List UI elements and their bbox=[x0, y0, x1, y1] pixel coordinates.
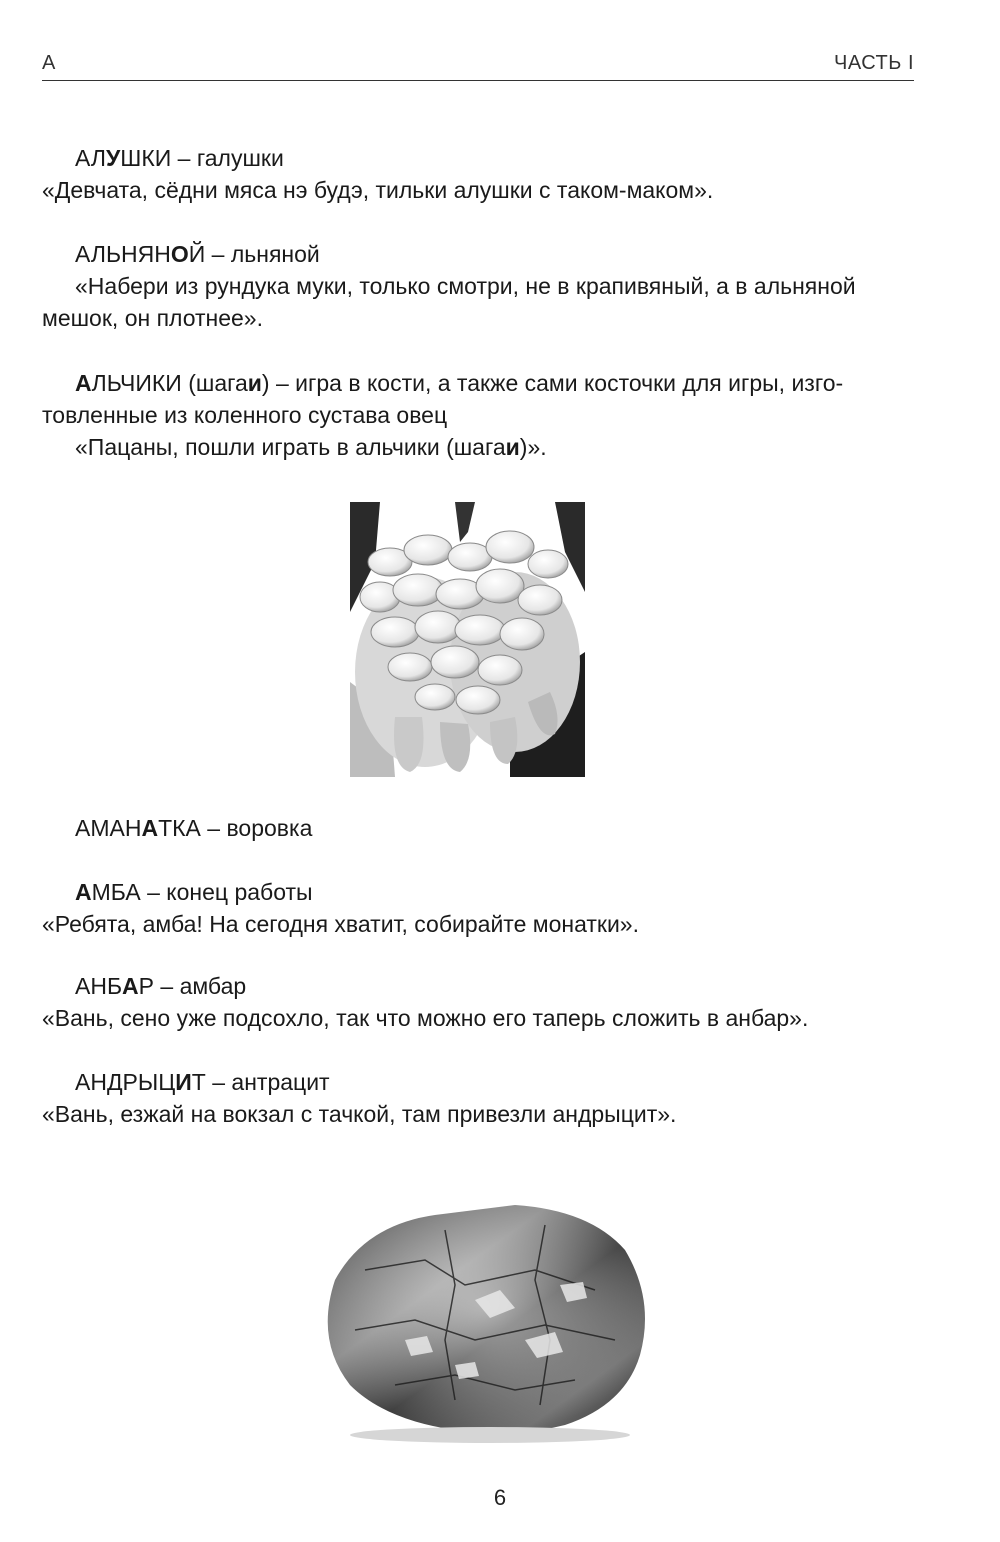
anthracite-photo bbox=[305, 1190, 660, 1445]
stressed-letter: У bbox=[105, 145, 121, 171]
header-letter: А bbox=[42, 52, 56, 74]
definition: – конец работы bbox=[140, 879, 313, 905]
definition: – амбар bbox=[154, 973, 247, 999]
example-part: )». bbox=[519, 434, 547, 460]
header-part: ЧАСТЬ I bbox=[834, 52, 914, 74]
example-sentence: «Ребята, амба! На сегодня хватит, собирайте монатки». bbox=[42, 911, 639, 937]
dictionary-entry bbox=[42, 142, 915, 206]
dictionary-entry bbox=[42, 367, 915, 463]
dictionary-entry bbox=[75, 812, 915, 844]
entry-headline bbox=[75, 238, 915, 270]
stressed-letter: А bbox=[141, 815, 159, 841]
page-number: 6 bbox=[493, 1485, 507, 1510]
entry-headline bbox=[75, 1066, 915, 1098]
definition-part: ) – игра в кости, а также сами косточки для игры, изго- bbox=[261, 370, 844, 396]
definition: – воровка bbox=[200, 815, 313, 841]
stressed-letter: и bbox=[247, 370, 262, 396]
entry-headline bbox=[75, 970, 915, 1002]
definition: – антрацит bbox=[205, 1069, 330, 1095]
stressed-letter: и bbox=[505, 434, 520, 460]
example-part: «Пацаны, пошли играть в альчики (шага bbox=[75, 434, 506, 460]
definition: – льняной bbox=[205, 241, 320, 267]
dictionary-entry bbox=[42, 238, 915, 334]
stressed-letter: А bbox=[122, 973, 139, 999]
headword-part: АЛЬНЯН bbox=[75, 241, 171, 267]
headword-part: ШКИ bbox=[120, 145, 172, 171]
dictionary-entry bbox=[42, 970, 915, 1034]
knucklebones-photo bbox=[350, 502, 585, 777]
definition: – галушки bbox=[171, 145, 284, 171]
dictionary-entry bbox=[42, 876, 915, 940]
headword-part: Й bbox=[188, 241, 206, 267]
example-sentence: «Вань, сено уже подсохло, так что можно его таперь сложить в анбар». bbox=[42, 1005, 809, 1031]
example-sentence bbox=[75, 431, 915, 463]
entry-headline bbox=[75, 812, 915, 844]
stressed-letter: О bbox=[170, 241, 189, 267]
entry-headline bbox=[75, 142, 915, 174]
entry-headline bbox=[75, 367, 915, 399]
stressed-letter: И bbox=[175, 1069, 192, 1095]
stressed-letter: А bbox=[75, 879, 92, 905]
headword-part: АЛ bbox=[75, 145, 106, 171]
headword-part: АНБ bbox=[75, 973, 123, 999]
headword-part: ТКА bbox=[158, 815, 201, 841]
running-header bbox=[42, 50, 914, 81]
headword-part: ЛЬЧИКИ bbox=[91, 370, 182, 396]
headword-part: АНДРЫЦ bbox=[75, 1069, 176, 1095]
dictionary-entry bbox=[42, 1066, 915, 1130]
headword-part: Р bbox=[138, 973, 155, 999]
example-sentence: «Вань, езжай на вокзал с тачкой, там привезли андрыцит». bbox=[42, 1101, 677, 1127]
definition-part: (шага bbox=[181, 370, 248, 396]
headword-part: МБА bbox=[91, 879, 141, 905]
headword-part: Т bbox=[191, 1069, 206, 1095]
example-sentence: «Набери из рундука муки, только смотри, не в крапивяный, а в альняной bbox=[75, 273, 856, 299]
entry-headline bbox=[75, 876, 915, 908]
definition-continuation: товленные из коленного сустава овец bbox=[42, 402, 448, 428]
stressed-letter: А bbox=[75, 370, 92, 396]
example-continuation: мешок, он плотнее». bbox=[42, 305, 263, 331]
example-sentence: «Девчата, сёдни мяса нэ будэ, тильки алушки с таком-маком». bbox=[42, 177, 714, 203]
headword-part: АМАН bbox=[75, 815, 142, 841]
